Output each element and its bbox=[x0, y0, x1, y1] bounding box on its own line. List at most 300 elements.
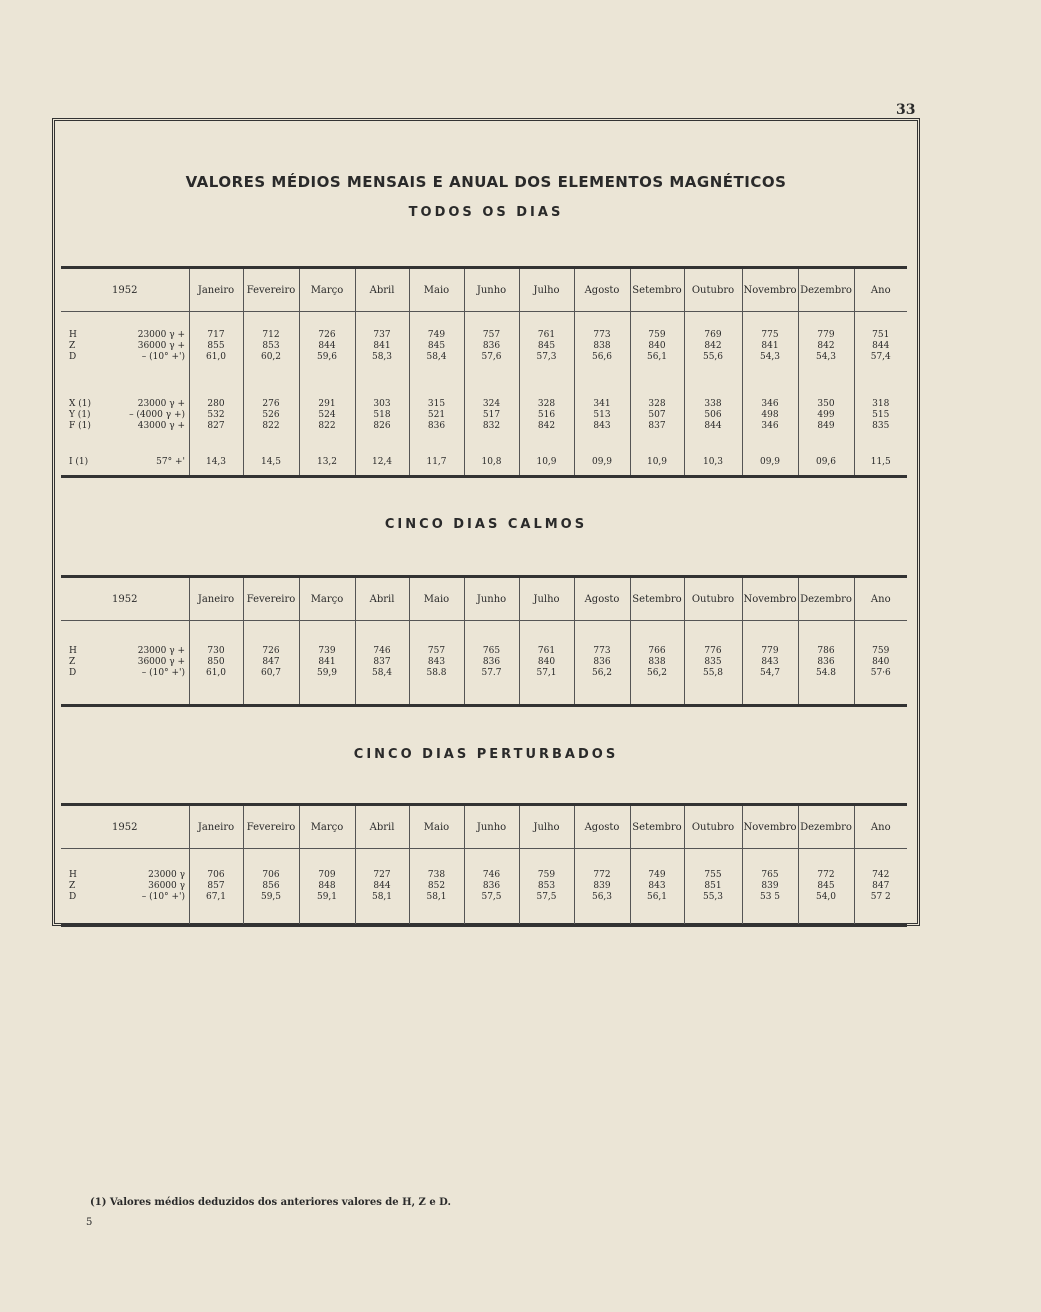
value: 515 bbox=[872, 410, 890, 421]
element-base: – (10° +') bbox=[141, 892, 185, 902]
value: 346 bbox=[761, 399, 779, 410]
year-header: 1952 bbox=[61, 577, 189, 621]
value-cell bbox=[798, 312, 854, 382]
value: 58.8 bbox=[426, 668, 447, 678]
value: 61,0 bbox=[205, 352, 227, 363]
value-cell bbox=[684, 849, 742, 926]
value: 516 bbox=[537, 410, 556, 421]
value-cell bbox=[355, 849, 409, 926]
value: 844 bbox=[704, 421, 722, 432]
value: 526 bbox=[262, 410, 280, 421]
value-cell bbox=[574, 450, 630, 476]
value: 852 bbox=[427, 881, 446, 891]
value: 706 bbox=[207, 870, 225, 880]
value: 499 bbox=[817, 410, 835, 421]
value: 57 2 bbox=[870, 892, 891, 902]
element-symbol: Z bbox=[69, 881, 76, 891]
value-cell bbox=[854, 381, 907, 450]
value-cell bbox=[630, 621, 684, 706]
page-number: 33 bbox=[896, 102, 916, 118]
header-row bbox=[61, 577, 907, 621]
month-header: Abril bbox=[355, 268, 409, 312]
month-header: Março bbox=[299, 805, 355, 849]
value-cell bbox=[243, 450, 299, 476]
value-cell bbox=[299, 450, 355, 476]
value: 837 bbox=[648, 421, 666, 432]
value: 844 bbox=[318, 341, 336, 352]
value-cell bbox=[684, 621, 742, 706]
value-cell bbox=[630, 450, 684, 476]
value-cell bbox=[519, 621, 574, 706]
value-cell bbox=[409, 450, 464, 476]
value: 60,2 bbox=[260, 352, 282, 363]
value: 513 bbox=[593, 410, 611, 421]
value-cell bbox=[189, 381, 243, 450]
value: 759 bbox=[537, 870, 556, 880]
element-symbol: D bbox=[69, 352, 77, 363]
element-base: 23000 γ bbox=[148, 870, 185, 880]
value: 524 bbox=[318, 410, 336, 421]
value: 836 bbox=[482, 341, 501, 352]
month-header: Janeiro bbox=[189, 805, 243, 849]
value: 749 bbox=[648, 870, 666, 880]
value: 59,9 bbox=[316, 668, 338, 678]
value-cell bbox=[243, 621, 299, 706]
value: 772 bbox=[817, 870, 835, 880]
value: 56,6 bbox=[591, 352, 613, 363]
value: 13,2 bbox=[316, 457, 338, 468]
value: 749 bbox=[427, 330, 446, 341]
value-cell bbox=[798, 621, 854, 706]
month-header: Novembro bbox=[742, 577, 798, 621]
value: 53 5 bbox=[759, 892, 781, 902]
value: 751 bbox=[872, 330, 890, 341]
value: 727 bbox=[373, 870, 391, 880]
element-base: – (10° +') bbox=[141, 352, 185, 363]
value: 841 bbox=[761, 341, 779, 352]
value: 836 bbox=[817, 657, 835, 667]
value: 761 bbox=[537, 330, 556, 341]
element-base: 23000 γ + bbox=[137, 330, 185, 341]
value-cell bbox=[684, 312, 742, 382]
element-symbol: H bbox=[69, 870, 77, 880]
value: 57,3 bbox=[536, 352, 557, 363]
value: 54,7 bbox=[759, 668, 781, 678]
row-label bbox=[69, 330, 189, 341]
value-cell bbox=[742, 621, 798, 706]
value: 521 bbox=[427, 410, 446, 421]
value-cell bbox=[464, 621, 519, 706]
value-cell bbox=[464, 849, 519, 926]
value: 765 bbox=[482, 646, 501, 656]
row-label bbox=[69, 410, 189, 421]
value: 532 bbox=[207, 410, 225, 421]
subtitle-cinco-dias-calmos: CINCO DIAS CALMOS bbox=[384, 517, 588, 532]
element-base: 23000 γ + bbox=[137, 399, 185, 410]
subtitle-todos-os-dias: TODOS OS DIAS bbox=[408, 205, 564, 220]
value-cell bbox=[189, 849, 243, 926]
row-label bbox=[69, 421, 189, 432]
month-header: Setembro bbox=[630, 805, 684, 849]
value: 849 bbox=[817, 421, 835, 432]
value: 840 bbox=[537, 657, 556, 667]
value: 848 bbox=[318, 881, 336, 891]
row-label bbox=[69, 352, 189, 363]
value: 822 bbox=[318, 421, 336, 432]
footnote: (1) Valores médios deduzidos dos anteriores valores de H, Z e D. bbox=[90, 1197, 451, 1208]
value: 57,6 bbox=[481, 352, 502, 363]
month-header: Dezembro bbox=[798, 577, 854, 621]
value: 850 bbox=[207, 657, 225, 667]
value: 61,0 bbox=[205, 668, 227, 678]
value: 58,1 bbox=[371, 892, 393, 902]
value: 843 bbox=[593, 421, 611, 432]
row-labels bbox=[61, 849, 189, 926]
value: 55,6 bbox=[702, 352, 724, 363]
value-cell bbox=[854, 621, 907, 706]
value-cell bbox=[299, 381, 355, 450]
value: 836 bbox=[427, 421, 446, 432]
value-cell bbox=[189, 312, 243, 382]
value: 841 bbox=[373, 341, 391, 352]
row-labels bbox=[61, 381, 189, 450]
value: 09,9 bbox=[759, 457, 781, 468]
element-symbol: H bbox=[69, 646, 77, 656]
row-label bbox=[69, 646, 189, 657]
value: 847 bbox=[262, 657, 280, 667]
value: 839 bbox=[593, 881, 611, 891]
value: 57,4 bbox=[870, 352, 891, 363]
value: 840 bbox=[648, 341, 666, 352]
month-header: Maio bbox=[409, 577, 464, 621]
element-symbol: F (1) bbox=[69, 421, 91, 432]
table-row bbox=[61, 621, 907, 706]
value: 832 bbox=[482, 421, 501, 432]
month-header: Dezembro bbox=[798, 268, 854, 312]
value-cell bbox=[574, 849, 630, 926]
value: 54,3 bbox=[815, 352, 837, 363]
month-header: Janeiro bbox=[189, 268, 243, 312]
value-cell bbox=[355, 312, 409, 382]
value-cell bbox=[464, 312, 519, 382]
value: 10,9 bbox=[536, 457, 557, 468]
table-todos-os-dias bbox=[61, 266, 907, 478]
element-symbol: Z bbox=[69, 657, 76, 667]
element-base: – (4000 γ +) bbox=[129, 410, 185, 421]
month-header: Junho bbox=[464, 577, 519, 621]
value: 841 bbox=[318, 657, 336, 667]
value: 840 bbox=[872, 657, 890, 667]
value-cell bbox=[798, 450, 854, 476]
row-label bbox=[69, 457, 189, 468]
value-cell bbox=[409, 381, 464, 450]
value: 847 bbox=[872, 881, 890, 891]
element-symbol: X (1) bbox=[69, 399, 92, 410]
value: 709 bbox=[318, 870, 336, 880]
month-header: Outubro bbox=[684, 268, 742, 312]
row-label bbox=[69, 399, 189, 410]
value-cell bbox=[409, 312, 464, 382]
month-header: Fevereiro bbox=[243, 268, 299, 312]
value: 845 bbox=[427, 341, 446, 352]
month-header: Junho bbox=[464, 805, 519, 849]
value: 338 bbox=[704, 399, 722, 410]
element-symbol: Z bbox=[69, 341, 76, 352]
value: 09,6 bbox=[815, 457, 837, 468]
year-header: 1952 bbox=[61, 805, 189, 849]
value: 55,8 bbox=[702, 668, 724, 678]
row-label bbox=[69, 657, 189, 668]
month-header: Novembro bbox=[742, 268, 798, 312]
value-cell bbox=[854, 450, 907, 476]
value: 844 bbox=[373, 881, 391, 891]
row-labels bbox=[61, 621, 189, 706]
value: 739 bbox=[318, 646, 336, 656]
month-header: Agosto bbox=[574, 268, 630, 312]
value-cell bbox=[409, 621, 464, 706]
header-row bbox=[61, 268, 907, 312]
month-header: Março bbox=[299, 268, 355, 312]
value: 730 bbox=[207, 646, 225, 656]
value: 786 bbox=[817, 646, 835, 656]
value: 856 bbox=[262, 881, 280, 891]
value: 60,7 bbox=[260, 668, 282, 678]
value: 57,1 bbox=[536, 668, 557, 678]
value: 851 bbox=[704, 881, 722, 891]
value: 56,1 bbox=[646, 352, 668, 363]
value: 845 bbox=[817, 881, 835, 891]
value: 843 bbox=[761, 657, 779, 667]
value: 346 bbox=[761, 421, 779, 432]
month-header: Agosto bbox=[574, 805, 630, 849]
month-header: Ano bbox=[854, 805, 907, 849]
month-header: Outubro bbox=[684, 577, 742, 621]
month-header: Junho bbox=[464, 268, 519, 312]
value: 56,3 bbox=[591, 892, 613, 902]
value: 837 bbox=[373, 657, 391, 667]
value: 773 bbox=[593, 330, 611, 341]
value-cell bbox=[519, 450, 574, 476]
value-cell bbox=[574, 381, 630, 450]
table-row bbox=[61, 381, 907, 450]
value-cell bbox=[299, 312, 355, 382]
value: 09,9 bbox=[591, 457, 613, 468]
value: 12,4 bbox=[371, 457, 393, 468]
value-cell bbox=[630, 381, 684, 450]
value: 761 bbox=[537, 646, 556, 656]
value-cell bbox=[355, 450, 409, 476]
value: 738 bbox=[427, 870, 446, 880]
value: 746 bbox=[373, 646, 391, 656]
value: 59,1 bbox=[316, 892, 338, 902]
value: 757 bbox=[427, 646, 446, 656]
value: 518 bbox=[373, 410, 391, 421]
month-header: Setembro bbox=[630, 577, 684, 621]
value-cell bbox=[684, 381, 742, 450]
element-base: 43000 γ + bbox=[137, 421, 185, 432]
value: 765 bbox=[761, 870, 779, 880]
value: 845 bbox=[537, 341, 556, 352]
value: 56,2 bbox=[591, 668, 613, 678]
value: 280 bbox=[207, 399, 225, 410]
value: 10,8 bbox=[481, 457, 502, 468]
value: 11,5 bbox=[870, 457, 891, 468]
value: 498 bbox=[761, 410, 779, 421]
value: 10,3 bbox=[702, 457, 724, 468]
month-header: Julho bbox=[519, 805, 574, 849]
value: 769 bbox=[704, 330, 722, 341]
month-header: Maio bbox=[409, 268, 464, 312]
value-cell bbox=[742, 381, 798, 450]
month-header: Ano bbox=[854, 577, 907, 621]
value: 341 bbox=[593, 399, 611, 410]
table-row bbox=[61, 312, 907, 382]
value: 14,5 bbox=[260, 457, 282, 468]
value: 842 bbox=[817, 341, 835, 352]
value: 779 bbox=[817, 330, 835, 341]
value: 826 bbox=[373, 421, 391, 432]
value-cell bbox=[519, 849, 574, 926]
value-cell bbox=[464, 381, 519, 450]
value: 328 bbox=[648, 399, 666, 410]
value: 54,0 bbox=[815, 892, 837, 902]
corner-mark: 5 bbox=[86, 1217, 93, 1228]
value: 842 bbox=[704, 341, 722, 352]
element-symbol: Y (1) bbox=[69, 410, 91, 421]
element-base: 36000 γ bbox=[148, 881, 185, 891]
value: 759 bbox=[648, 330, 666, 341]
month-header: Julho bbox=[519, 577, 574, 621]
value-cell bbox=[409, 849, 464, 926]
value-cell bbox=[243, 381, 299, 450]
value: 57,5 bbox=[536, 892, 557, 902]
month-header: Ano bbox=[854, 268, 907, 312]
row-label bbox=[69, 341, 189, 352]
row-label bbox=[69, 892, 189, 903]
tables-frame bbox=[52, 118, 920, 926]
value: 838 bbox=[648, 657, 666, 667]
value-cell bbox=[630, 849, 684, 926]
value: 843 bbox=[427, 657, 446, 667]
value: 57.7 bbox=[481, 668, 502, 678]
value-cell bbox=[742, 312, 798, 382]
value-cell bbox=[299, 849, 355, 926]
value-cell bbox=[574, 312, 630, 382]
value: 838 bbox=[593, 341, 611, 352]
value: 303 bbox=[373, 399, 391, 410]
month-header: Fevereiro bbox=[243, 805, 299, 849]
header-row bbox=[61, 805, 907, 849]
month-header: Agosto bbox=[574, 577, 630, 621]
value: 54,3 bbox=[759, 352, 781, 363]
main-title: VALORES MÉDIOS MENSAIS E ANUAL DOS ELEMENTOS MAGNÉTICOS bbox=[185, 173, 787, 191]
value: 328 bbox=[537, 399, 556, 410]
value-cell bbox=[189, 621, 243, 706]
element-symbol: H bbox=[69, 330, 77, 341]
value: 855 bbox=[207, 341, 225, 352]
element-symbol: D bbox=[69, 668, 77, 678]
value: 755 bbox=[704, 870, 722, 880]
value: 726 bbox=[262, 646, 280, 656]
value-cell bbox=[243, 312, 299, 382]
value: 10,9 bbox=[646, 457, 668, 468]
value: 773 bbox=[593, 646, 611, 656]
month-header: Março bbox=[299, 577, 355, 621]
value: 835 bbox=[872, 421, 890, 432]
value-cell bbox=[798, 381, 854, 450]
month-header: Maio bbox=[409, 805, 464, 849]
value-cell bbox=[355, 621, 409, 706]
value: 759 bbox=[872, 646, 890, 656]
value-cell bbox=[854, 849, 907, 926]
value: 58,3 bbox=[371, 352, 393, 363]
value-cell bbox=[519, 312, 574, 382]
value-cell bbox=[189, 450, 243, 476]
value: 746 bbox=[482, 870, 501, 880]
value: 57·6 bbox=[870, 668, 891, 678]
value: 318 bbox=[872, 399, 890, 410]
value: 839 bbox=[761, 881, 779, 891]
value: 853 bbox=[262, 341, 280, 352]
element-symbol: I (1) bbox=[69, 457, 89, 468]
subtitle-cinco-dias-perturbados: CINCO DIAS PERTURBADOS bbox=[353, 747, 619, 762]
element-symbol: D bbox=[69, 892, 77, 902]
value: 507 bbox=[648, 410, 666, 421]
value-cell bbox=[299, 621, 355, 706]
value: 14,3 bbox=[205, 457, 227, 468]
table-cinco-dias-calmos bbox=[61, 575, 907, 707]
value: 757 bbox=[482, 330, 501, 341]
value-cell bbox=[742, 849, 798, 926]
month-header: Dezembro bbox=[798, 805, 854, 849]
value: 291 bbox=[318, 399, 336, 410]
month-header: Setembro bbox=[630, 268, 684, 312]
value: 56,2 bbox=[646, 668, 668, 678]
row-labels bbox=[61, 312, 189, 382]
year-header: 1952 bbox=[61, 268, 189, 312]
value: 857 bbox=[207, 881, 225, 891]
value-cell bbox=[798, 849, 854, 926]
month-header: Abril bbox=[355, 805, 409, 849]
value-cell bbox=[519, 381, 574, 450]
value-cell bbox=[630, 312, 684, 382]
month-header: Fevereiro bbox=[243, 577, 299, 621]
value: 742 bbox=[872, 870, 890, 880]
value: 54.8 bbox=[815, 668, 837, 678]
month-header: Julho bbox=[519, 268, 574, 312]
value: 779 bbox=[761, 646, 779, 656]
value: 842 bbox=[537, 421, 556, 432]
value: 775 bbox=[761, 330, 779, 341]
value: 717 bbox=[207, 330, 225, 341]
value: 58,4 bbox=[371, 668, 393, 678]
table-cinco-dias-perturbados bbox=[61, 803, 907, 927]
value: 59,5 bbox=[260, 892, 282, 902]
element-base: 36000 γ + bbox=[137, 657, 185, 667]
value: 350 bbox=[817, 399, 835, 410]
element-base: 23000 γ + bbox=[137, 646, 185, 656]
value: 58,1 bbox=[426, 892, 447, 902]
value: 844 bbox=[872, 341, 890, 352]
value-cell bbox=[574, 621, 630, 706]
row-label bbox=[69, 881, 189, 892]
value: 315 bbox=[427, 399, 446, 410]
row-labels bbox=[61, 450, 189, 476]
value: 827 bbox=[207, 421, 225, 432]
value-cell bbox=[854, 312, 907, 382]
month-header: Janeiro bbox=[189, 577, 243, 621]
element-base: – (10° +') bbox=[141, 668, 185, 678]
